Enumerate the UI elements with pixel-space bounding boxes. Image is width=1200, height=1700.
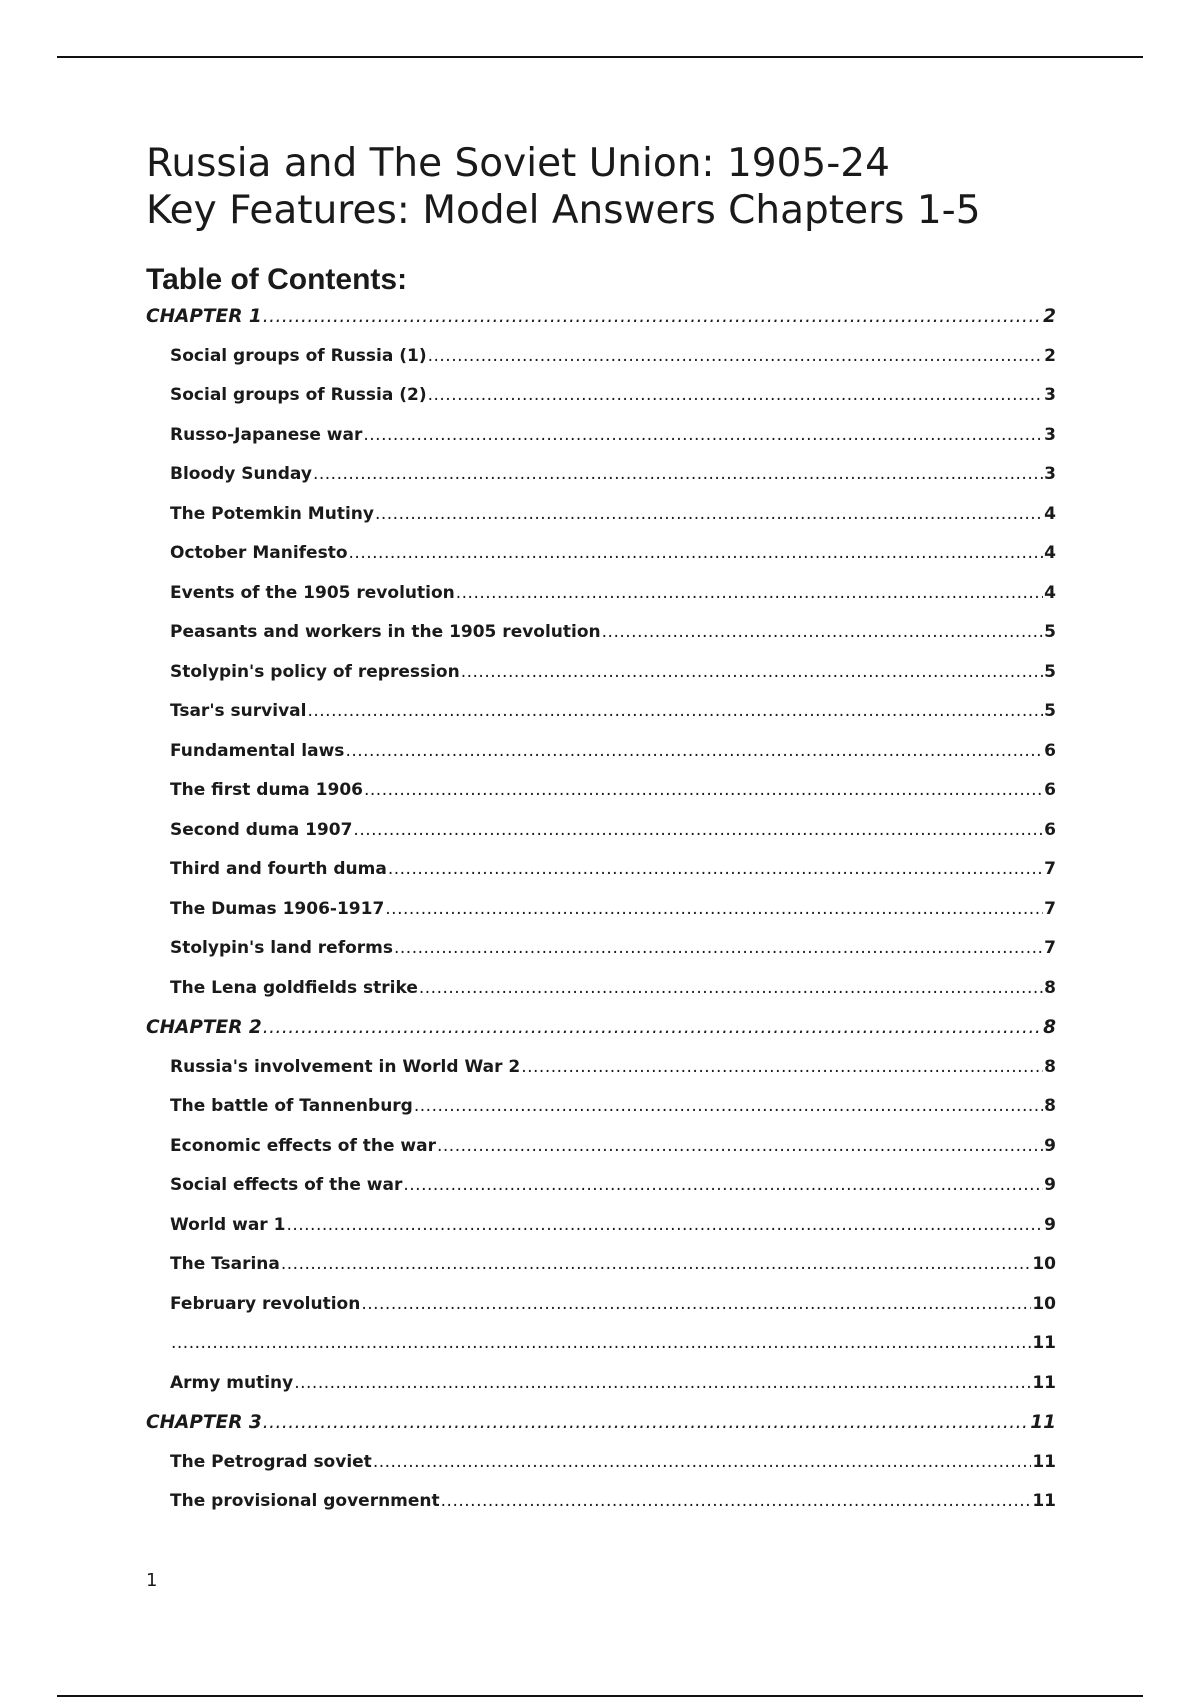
toc-dot-leader: [361, 1294, 1031, 1314]
toc-entry-label: The Petrograd soviet: [170, 1451, 372, 1472]
toc-entry-page: 11: [1032, 1451, 1056, 1472]
toc-entry-label: The provisional government: [170, 1491, 440, 1511]
toc-section-entry[interactable]: [146, 859, 1056, 899]
toc-section-entry[interactable]: [146, 385, 1056, 425]
toc-entry-page: 7: [1044, 859, 1056, 879]
toc-entry-page: 11: [1030, 1412, 1056, 1433]
toc-section-entry[interactable]: [146, 1452, 1056, 1492]
toc-entry-page: 6: [1044, 819, 1056, 840]
toc-dot-leader: [364, 780, 1043, 800]
toc-entry-label: The Lena goldfields strike: [170, 977, 418, 998]
toc-entry-label: Social groups of Russia (1): [170, 345, 427, 366]
toc-section-entry[interactable]: [146, 583, 1056, 623]
page-number: 1: [146, 1570, 158, 1591]
toc-entry-page: 2: [1044, 345, 1056, 366]
toc-entry-page: 3: [1044, 424, 1056, 445]
toc-entry-page: 5: [1044, 622, 1056, 642]
toc-dot-leader: [349, 543, 1044, 563]
toc-entry-page: 11: [1032, 1491, 1056, 1511]
toc-entry-label: Social effects of the war: [170, 1175, 403, 1195]
toc-dot-leader: [263, 306, 1042, 327]
toc-section-entry[interactable]: [146, 1373, 1056, 1413]
toc-entry-page: 10: [1032, 1293, 1056, 1314]
toc-entry-page: 9: [1044, 1175, 1056, 1195]
toc-dot-leader: [286, 1215, 1043, 1235]
toc-dot-leader: [363, 425, 1043, 445]
toc-dot-leader: [414, 1096, 1043, 1116]
toc-entry-page: 8: [1044, 1056, 1056, 1077]
toc-dot-leader: [456, 583, 1043, 603]
toc-dot-leader: [388, 859, 1043, 879]
toc-entry-page: 7: [1044, 938, 1056, 958]
toc-dot-leader: [353, 820, 1043, 840]
toc-section-entry[interactable]: [146, 662, 1056, 702]
toc-dot-leader: [373, 1452, 1032, 1472]
document-title-line-1: Russia and The Soviet Union: 1905-24: [146, 141, 890, 186]
toc-entry-page: 4: [1044, 543, 1056, 563]
toc-entry-page: 9: [1044, 1214, 1056, 1235]
toc-section-entry[interactable]: [146, 899, 1056, 939]
toc-section-entry[interactable]: [146, 1333, 1056, 1373]
toc-entry-label: Events of the 1905 revolution: [170, 582, 455, 603]
toc-entry-page: 9: [1044, 1135, 1056, 1156]
toc-entry-label: World war 1: [170, 1214, 286, 1235]
toc-entry-page: 6: [1044, 740, 1056, 761]
toc-chapter-entry[interactable]: [146, 1412, 1056, 1452]
toc-entry-page: 11: [1032, 1333, 1056, 1353]
toc-entry-label: Economic effects of the war: [170, 1135, 436, 1156]
toc-chapter-entry[interactable]: [146, 1017, 1056, 1057]
document-title-line-2: Key Features: Model Answers Chapters 1-5: [146, 188, 981, 233]
toc-entry-page: 3: [1044, 464, 1056, 484]
toc-dot-leader: [394, 938, 1043, 958]
toc-dot-leader: [294, 1373, 1031, 1393]
toc-entry-label: Third and fourth duma: [170, 859, 387, 879]
toc-section-entry[interactable]: [146, 741, 1056, 781]
toc-entry-page: 4: [1044, 582, 1056, 603]
toc-entry-page: 8: [1044, 977, 1056, 998]
toc-dot-leader: [385, 899, 1043, 919]
toc-entry-label: Army mutiny: [170, 1372, 294, 1393]
toc-dot-leader: [263, 1017, 1042, 1038]
toc-section-entry[interactable]: [146, 622, 1056, 662]
table-of-contents: [146, 306, 1056, 1531]
toc-entry-label: Stolypin's land reforms: [170, 938, 393, 958]
toc-section-entry[interactable]: [146, 1254, 1056, 1294]
toc-entry-page: 10: [1032, 1254, 1056, 1274]
toc-dot-leader: [403, 1175, 1043, 1195]
toc-entry-label: The Potemkin Mutiny: [170, 503, 374, 524]
footer-rule: [57, 1695, 1143, 1697]
toc-entry-label: CHAPTER 1: [146, 306, 262, 327]
toc-section-entry[interactable]: [146, 780, 1056, 820]
toc-chapter-entry[interactable]: [146, 306, 1056, 346]
toc-entry-label: Social groups of Russia (2): [170, 385, 427, 405]
toc-heading: Table of Contents:: [146, 263, 408, 296]
document-title: [146, 140, 1056, 234]
toc-dot-leader: [437, 1136, 1043, 1156]
toc-entry-label: The Dumas 1906-1917: [170, 898, 385, 919]
toc-dot-leader: [313, 464, 1043, 484]
toc-entry-label: The first duma 1906: [170, 780, 363, 800]
toc-entry-label: Second duma 1907: [170, 819, 353, 840]
toc-entry-page: 5: [1044, 701, 1056, 721]
toc-dot-leader: [281, 1254, 1031, 1274]
toc-section-entry[interactable]: [146, 425, 1056, 465]
toc-entry-label: Russo-Japanese war: [170, 424, 363, 445]
toc-entry-page: 8: [1043, 1017, 1056, 1038]
toc-dot-leader: [461, 662, 1043, 682]
toc-section-entry[interactable]: [146, 1175, 1056, 1215]
toc-section-entry[interactable]: [146, 1491, 1056, 1531]
toc-dot-leader: [263, 1412, 1029, 1433]
toc-dot-leader: [375, 504, 1043, 524]
toc-section-entry[interactable]: [146, 1057, 1056, 1097]
toc-entry-page: 2: [1043, 306, 1056, 327]
toc-entry-label: Peasants and workers in the 1905 revolution: [170, 622, 601, 642]
toc-entry-page: 4: [1044, 503, 1056, 524]
toc-section-entry[interactable]: [146, 1096, 1056, 1136]
toc-entry-label: CHAPTER 2: [146, 1017, 262, 1038]
toc-dot-leader: [428, 385, 1044, 405]
toc-section-entry[interactable]: [146, 504, 1056, 544]
toc-entry-page: 6: [1044, 780, 1056, 800]
toc-entry-label: The Tsarina: [170, 1254, 280, 1274]
toc-dot-leader: [441, 1491, 1032, 1511]
toc-dot-leader: [428, 346, 1044, 366]
toc-section-entry[interactable]: [146, 820, 1056, 860]
toc-section-entry[interactable]: [146, 464, 1056, 504]
toc-entry-page: 3: [1044, 385, 1056, 405]
toc-entry-label: Tsar's survival: [170, 701, 307, 721]
toc-section-entry[interactable]: [146, 938, 1056, 978]
toc-section-entry[interactable]: [146, 1215, 1056, 1255]
toc-entry-label: CHAPTER 3: [146, 1412, 262, 1433]
document-body: [146, 140, 1056, 1531]
toc-entry-label: October Manifesto: [170, 543, 348, 563]
toc-entry-page: 5: [1044, 661, 1056, 682]
toc-dot-leader: [419, 978, 1043, 998]
header-rule: [57, 56, 1143, 58]
toc-section-entry[interactable]: [146, 1294, 1056, 1334]
toc-section-entry[interactable]: [146, 543, 1056, 583]
toc-dot-leader: [345, 741, 1043, 761]
toc-entry-label: The battle of Tannenburg: [170, 1096, 413, 1116]
toc-section-entry[interactable]: [146, 978, 1056, 1018]
toc-dot-leader: [602, 622, 1044, 642]
toc-entry-label: Bloody Sunday: [170, 464, 312, 484]
toc-entry-page: 11: [1032, 1372, 1056, 1393]
toc-dot-leader: [521, 1057, 1043, 1077]
toc-section-entry[interactable]: [146, 346, 1056, 386]
toc-entry-label: Russia's involvement in World War 2: [170, 1056, 521, 1077]
toc-entry-label: Fundamental laws: [170, 740, 345, 761]
toc-section-entry[interactable]: [146, 1136, 1056, 1176]
toc-dot-leader: [307, 701, 1043, 721]
toc-entry-page: 7: [1044, 898, 1056, 919]
toc-entry-label: Stolypin's policy of repression: [170, 661, 460, 682]
toc-dot-leader: [171, 1333, 1031, 1353]
toc-section-entry[interactable]: [146, 701, 1056, 741]
toc-entry-label: February revolution: [170, 1293, 361, 1314]
toc-entry-page: 8: [1044, 1096, 1056, 1116]
